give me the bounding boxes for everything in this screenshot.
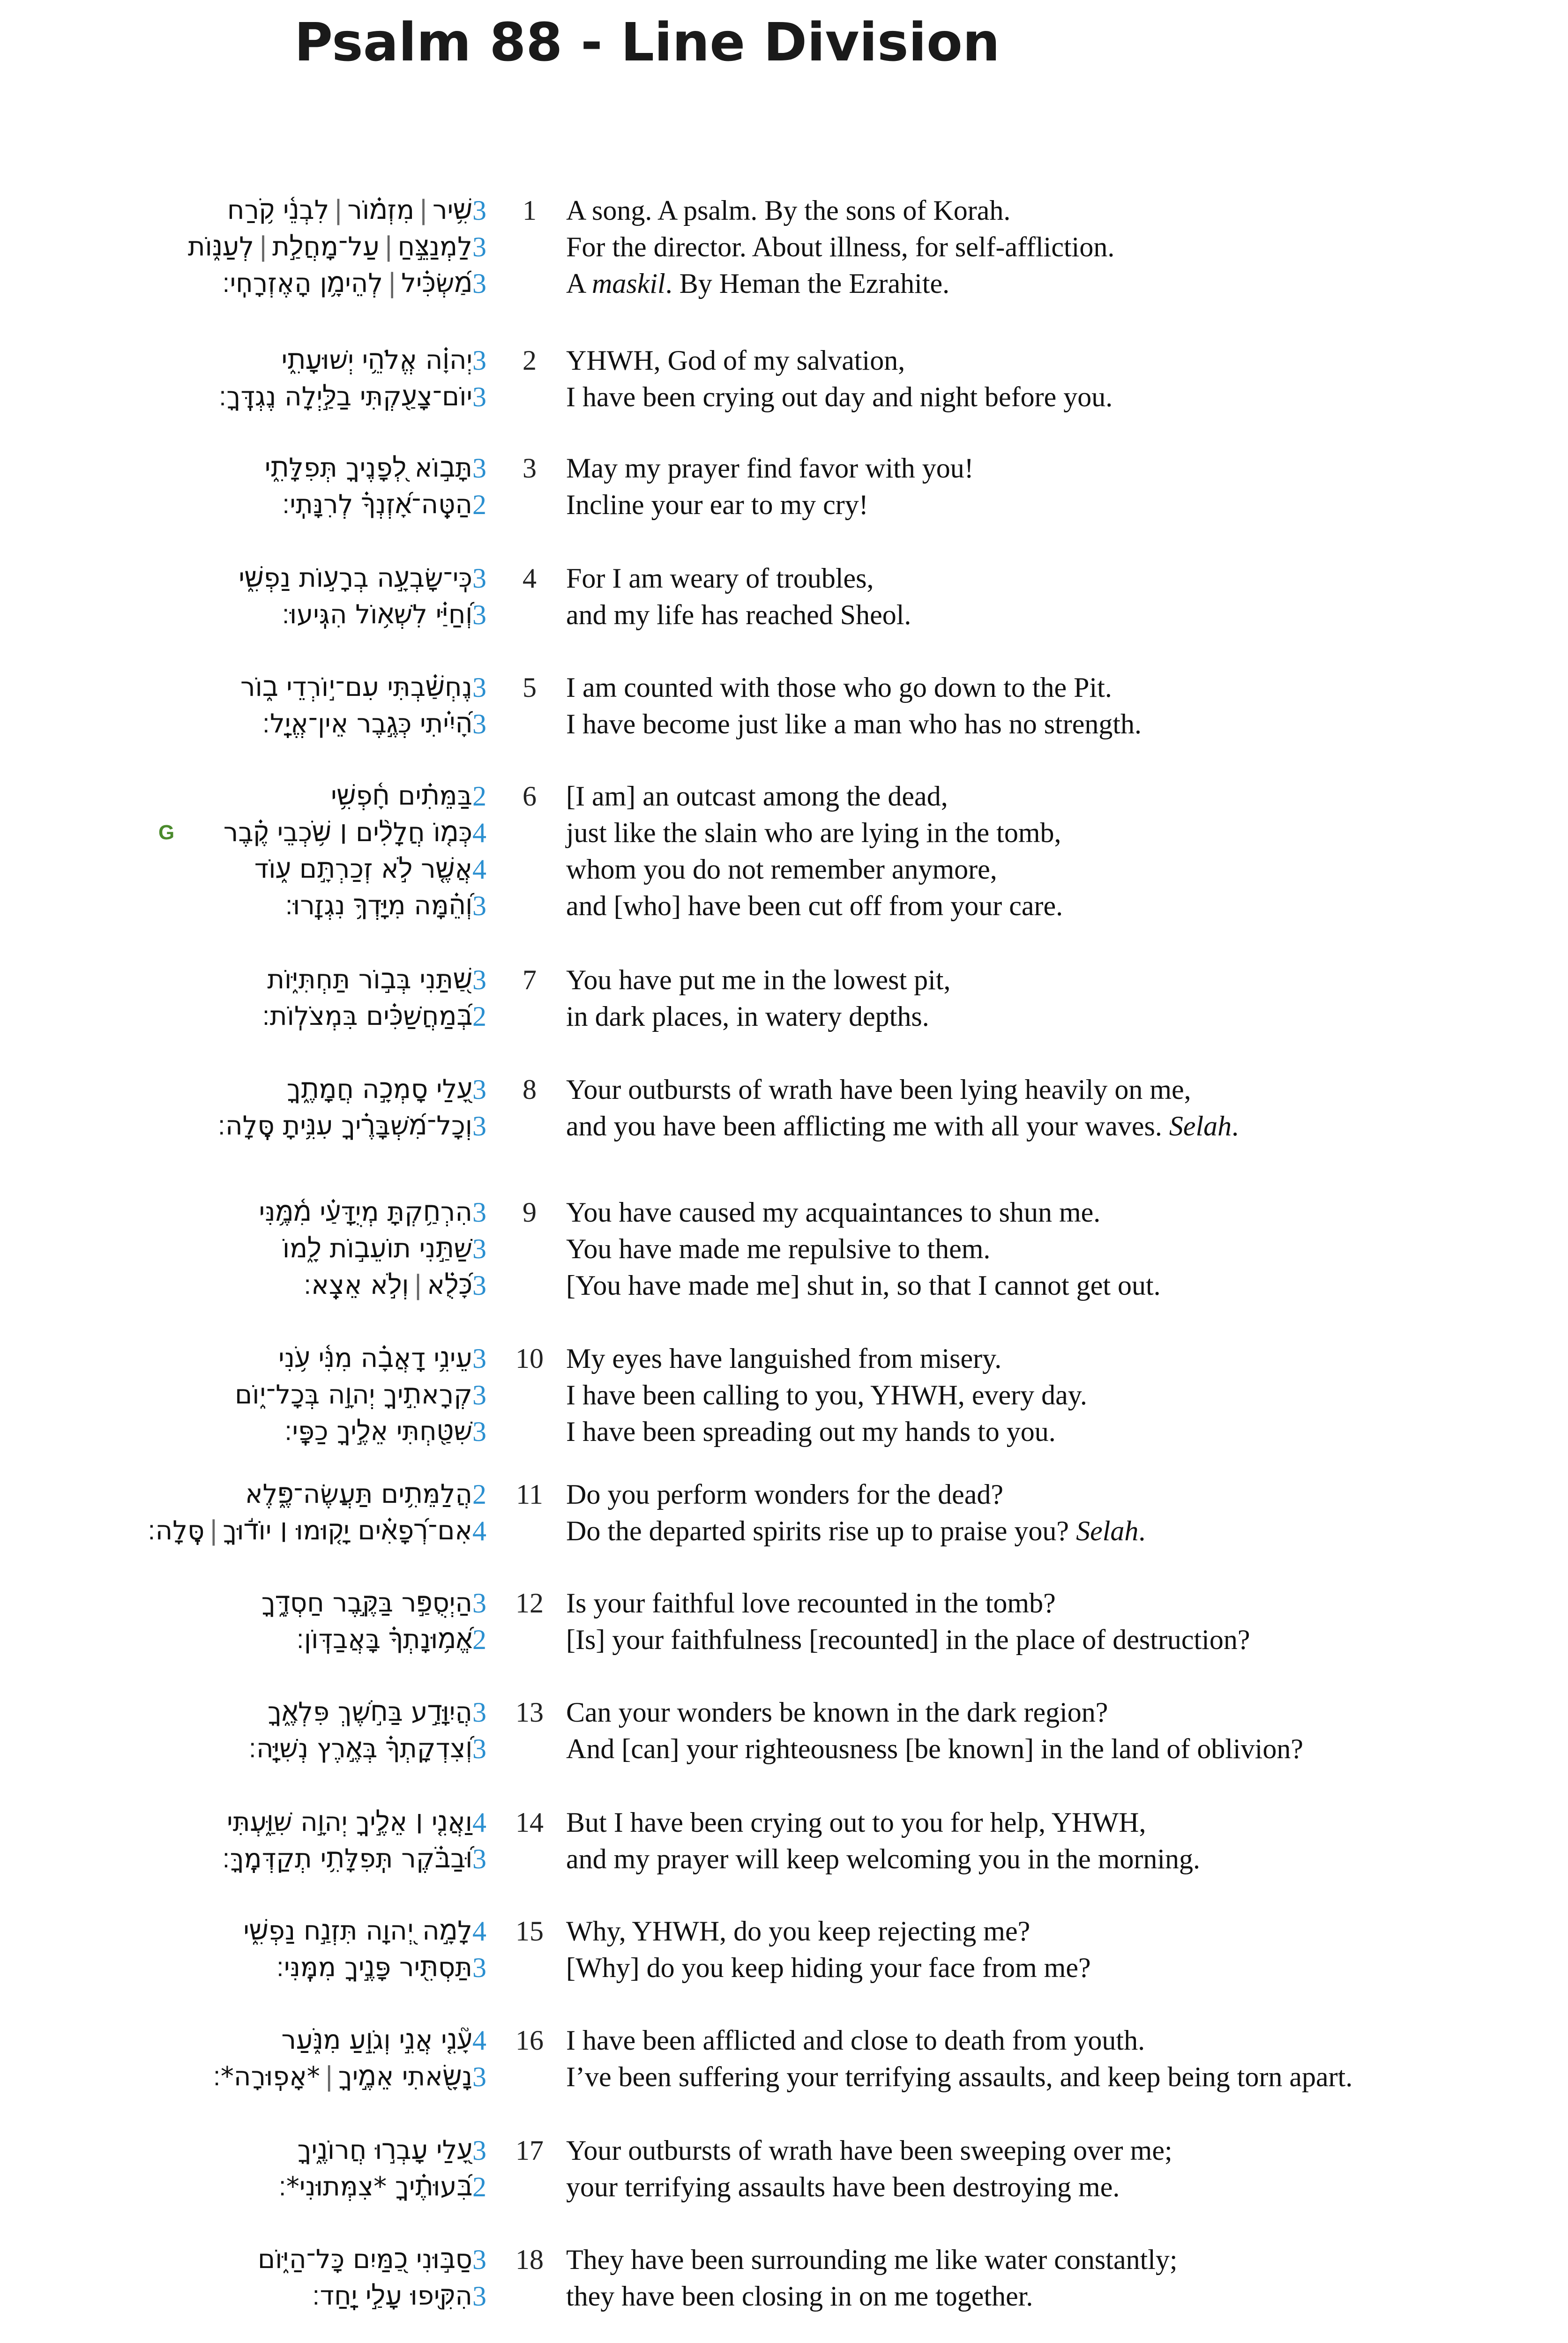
english-line: Is your faithful love recounted in the tomb?	[566, 1588, 1056, 1619]
english-segment: .	[1232, 1111, 1239, 1142]
divider: |	[419, 195, 428, 225]
hebrew-line	[331, 778, 472, 814]
verse-line	[0, 1476, 1568, 1513]
hebrew-segment: לְעַנּ֑וֹת	[187, 231, 254, 262]
verse-line	[0, 2059, 1568, 2095]
hebrew-line	[276, 1949, 472, 1986]
word-count: 3	[472, 1697, 486, 1728]
english-segment: .	[1138, 1515, 1146, 1546]
hebrew-segment: אֲשֶׁ֤ר לֹ֣א זְכַרְתָּ֣ם ע֑וֹד	[254, 854, 472, 884]
word-count: 3	[472, 1270, 486, 1301]
verse-line	[0, 1913, 1568, 1949]
english-line: I have been crying out day and night before you.	[566, 381, 1113, 412]
hebrew-line	[261, 1585, 472, 1621]
hebrew-segment: וְלֹ֣א אֵצֵֽא׃	[303, 1270, 409, 1300]
english-segment: Do the departed spirits rise up to praise you?	[566, 1515, 1076, 1546]
hebrew-line	[245, 1476, 472, 1513]
word-count: 3	[472, 1197, 486, 1228]
english-line: [Is] your faithfulness [recounted] in the place of destruction?	[566, 1624, 1250, 1655]
english-line: and my prayer will keep welcoming you in the morning.	[566, 1843, 1201, 1874]
word-count: 3	[472, 268, 486, 299]
hebrew-segment: בַּמֵּתִ֗ים חָ֫פְשִׁ֥י	[331, 781, 472, 811]
word-count: 3	[472, 1952, 486, 1983]
word-count: 2	[472, 489, 486, 520]
hebrew-line	[243, 1913, 472, 1949]
word-count: 3	[472, 381, 486, 412]
verse-number: 18	[515, 2244, 544, 2275]
hebrew-segment: עָ֘נִ֤י אֲנִ֣י וְגֹוֵ֣עַ מִנֹּ֑עַר	[281, 2025, 472, 2055]
word-count: 3	[472, 1074, 486, 1105]
english-line: I have been afflicted and close to death from youth.	[566, 2025, 1145, 2056]
word-count: 3	[472, 599, 486, 630]
english-line: I’ve been suffering your terrifying assaults, and keep being torn apart.	[566, 2061, 1353, 2092]
hebrew-line	[222, 1841, 472, 1877]
verse-line	[0, 1731, 1568, 1767]
hebrew-line	[249, 1731, 472, 1767]
verse-number: 3	[523, 453, 537, 484]
hebrew-line	[262, 706, 473, 742]
hebrew-line	[267, 962, 472, 998]
verse-line	[0, 1231, 1568, 1267]
verse-line	[0, 2022, 1568, 2059]
english-line: For I am weary of troubles,	[566, 563, 874, 594]
hebrew-line	[268, 1694, 472, 1731]
english-line: I have been spreading out my hands to you.	[566, 1416, 1056, 1447]
english-line: they have been closing in on me together.	[566, 2281, 1033, 2312]
word-count: 2	[472, 1624, 486, 1655]
verse-line	[0, 1585, 1568, 1621]
english-line: You have made me repulsive to them.	[566, 1233, 991, 1264]
english-line: I have been calling to you, YHWH, every day.	[566, 1380, 1087, 1410]
verse-line	[0, 706, 1568, 742]
word-count: 3	[472, 1843, 486, 1874]
hebrew-line	[278, 2169, 472, 2205]
english-line: [Why] do you keep hiding your face from me?	[566, 1952, 1091, 1983]
verse-line	[0, 2169, 1568, 2205]
english-line: whom you do not remember anymore,	[566, 854, 997, 885]
hebrew-segment: יְהוָ֗ה אֱלֹהֵ֥י יְשׁוּעָתִ֑י	[281, 345, 472, 375]
hebrew-line	[235, 1377, 472, 1413]
hebrew-line	[282, 597, 472, 633]
english-line: I am counted with those who go down to the Pit.	[566, 672, 1112, 703]
hebrew-segment: *אָפֽוּרָה*׃	[213, 2061, 320, 2092]
hebrew-segment: אִם־רְ֝פָאִ֗ים יָק֤וּמוּ ׀ יוֹד֬וּךָ	[223, 1515, 472, 1546]
english-line: My eyes have languished from misery.	[566, 1343, 1002, 1374]
divider: |	[209, 1515, 218, 1546]
word-count: 3	[472, 672, 486, 703]
verse-line	[0, 450, 1568, 486]
hebrew-segment: עָ֭לַי עָבְר֣וּ חֲרוֹנֶ֑יךָ	[297, 2135, 472, 2165]
english-line: Can your wonders be known in the dark region?	[566, 1697, 1108, 1728]
verse-line	[0, 192, 1568, 229]
english-segment: A	[566, 268, 592, 299]
word-count: 3	[472, 1343, 486, 1374]
english-line: just like the slain who are lying in the tomb,	[566, 817, 1061, 848]
verse-number: 16	[515, 2025, 544, 2056]
hebrew-line	[296, 1621, 472, 1658]
word-count: 2	[472, 2171, 486, 2202]
verse-number: 6	[523, 781, 537, 812]
verse-line	[0, 814, 1568, 851]
word-count: 2	[472, 1001, 486, 1032]
verse-number: 10	[515, 1343, 544, 1374]
hebrew-segment: עֵינִ֥י דָאֲבָ֗ה מִנִּ֫י עֹ֥נִי	[278, 1343, 472, 1373]
hebrew-segment: שַׁ֭תַּנִי בְּב֣וֹר תַּחְתִּיּ֑וֹת	[267, 964, 472, 995]
word-count: 4	[472, 2025, 486, 2056]
verse-line	[0, 2241, 1568, 2278]
hebrew-line	[282, 342, 472, 379]
word-count: 3	[472, 964, 486, 995]
english-line: But I have been crying out to you for help, YHWH,	[566, 1807, 1146, 1838]
verse-line	[0, 778, 1568, 814]
word-count: 3	[472, 2135, 486, 2166]
hebrew-segment: שִׁ֥יר	[432, 195, 472, 225]
hebrew-segment: וְ֝חַיַּ֗י לִשְׁא֥וֹל הִגִּֽיעוּ׃	[282, 599, 472, 630]
verse-number: 5	[523, 672, 537, 703]
verse-line	[0, 1413, 1568, 1450]
verse-number: 4	[523, 563, 537, 594]
hebrew-line	[254, 851, 472, 888]
english-line: your terrifying assaults have been destroying me.	[566, 2171, 1120, 2202]
hebrew-line	[239, 560, 472, 597]
hebrew-line	[278, 1340, 472, 1377]
divider: |	[259, 231, 268, 262]
hebrew-segment: הֲלַמֵּתִ֥ים תַּעֲשֶׂה־פֶּ֑לֶא	[245, 1479, 472, 1509]
english-line: You have caused my acquaintances to shun me.	[566, 1197, 1101, 1228]
english-line: They have been surrounding me like water constantly;	[566, 2244, 1178, 2275]
english-line: Your outbursts of wrath have been sweeping over me;	[566, 2135, 1172, 2166]
divider: |	[388, 268, 397, 298]
verse-line	[0, 486, 1568, 523]
hebrew-segment: וַאֲנִ֤י ׀ אֵלֶ֣יךָ יְהוָ֣ה שִׁוַּ֑עְתִּי	[227, 1807, 472, 1837]
verse-line	[0, 229, 1568, 265]
hebrew-segment: הֲיִוָּדַ֣ע בַּחֹ֣שֶׁךְ פִּלְאֶ֑ךָ	[267, 1697, 472, 1727]
english-line: May my prayer find favor with you!	[566, 453, 974, 484]
verse-line	[0, 2278, 1568, 2314]
verse-number: 17	[515, 2135, 544, 2166]
hebrew-segment: לְהֵימָ֥ן הָאֶזְרָחִֽי׃	[222, 268, 383, 298]
hebrew-segment: בִּ֝עוּתֶ֗יךָ *צִמְּתוּנִי*׃	[278, 2171, 472, 2202]
verse-line	[0, 1377, 1568, 1413]
word-count: 3	[472, 231, 486, 262]
word-count: 4	[472, 1515, 486, 1546]
english-line: YHWH, God of my salvation,	[566, 345, 905, 376]
hebrew-line	[283, 1231, 472, 1267]
word-count: 4	[472, 854, 486, 885]
english-line: I have become just like a man who has no strength.	[566, 709, 1142, 739]
hebrew-segment: לִבְנֵ֫י קֹ֥רַח	[227, 195, 329, 225]
hebrew-segment: תָּב֣וֹא לְ֭פָנֶיךָ תְּפִלָּתִ֑י	[264, 453, 472, 483]
verse-number: 11	[516, 1479, 543, 1510]
word-count: 3	[472, 453, 486, 484]
verse-line	[0, 888, 1568, 924]
divider: |	[334, 195, 343, 225]
hebrew-segment: לַמְנַצֵּ֣חַ	[397, 231, 472, 262]
english-line: Your outbursts of wrath have been lying heavily on me,	[566, 1074, 1191, 1105]
hebrew-line	[284, 1413, 472, 1450]
hebrew-line	[282, 486, 472, 523]
hebrew-segment: קְרָאתִ֣יךָ יְהוָ֣ה בְּכָל־י֑וֹם	[235, 1380, 472, 1410]
english-line: You have put me in the lowest pit,	[566, 964, 951, 995]
hebrew-line	[285, 888, 472, 924]
hebrew-segment: הַיְסֻפַּ֣ר בַּקֶּ֣בֶר חַסְדֶּ֑ךָ	[261, 1588, 472, 1618]
english-line: and my life has reached Sheol.	[566, 599, 911, 630]
verse-line	[0, 1340, 1568, 1377]
hebrew-line	[148, 1513, 472, 1549]
page-title: Psalm 88 - Line Division	[294, 12, 1000, 73]
word-count: 2	[472, 781, 486, 812]
hebrew-line	[258, 2241, 472, 2278]
word-count: 4	[472, 817, 486, 848]
hebrew-segment: הִקִּ֖יפוּ עָלַ֣י יָֽחַד׃	[312, 2281, 472, 2311]
english-line: in dark places, in watery depths.	[566, 1001, 929, 1032]
verse-line	[0, 998, 1568, 1035]
word-count: 3	[472, 2244, 486, 2275]
verse-number: 14	[515, 1807, 544, 1838]
hebrew-segment: שַׁתַּ֣נִי תוֹעֵב֣וֹת לָ֑מוֹ	[282, 1233, 472, 1264]
italic-term: Selah	[1076, 1515, 1139, 1546]
hebrew-line	[224, 814, 472, 851]
hebrew-segment: וְכָל־מִ֝שְׁבָּרֶ֗יךָ עִנִּ֥יתָ סֶּֽלָה׃	[217, 1111, 472, 1141]
hebrew-segment: וְ֝צִדְקָתְךָ֗ בְּאֶ֣רֶץ נְשִׁיָּֽה׃	[248, 1733, 472, 1764]
verse-line	[0, 379, 1568, 415]
english-line: And [can] your righteousness [be known] in the land of oblivion?	[566, 1733, 1303, 1764]
word-count: 3	[472, 2061, 486, 2092]
english-line	[566, 265, 949, 302]
divider: |	[413, 1270, 423, 1300]
english-line: A song. A psalm. By the sons of Korah.	[566, 195, 1011, 226]
english-line: Do you perform wonders for the dead?	[566, 1479, 1004, 1510]
word-count: 4	[472, 1916, 486, 1947]
hebrew-segment: לָמָ֣ה יְ֭הוָה תִּזְנַ֣ח נַפְשִׁ֑י	[243, 1916, 472, 1946]
word-count: 4	[472, 1807, 486, 1838]
word-count: 3	[472, 1380, 486, 1410]
hebrew-segment: נָשָׂ֖אתִי אֵמֶ֣יךָ	[338, 2061, 472, 2092]
hebrew-segment: עָ֭לַי סָמְכָ֣ה חֲמָתֶ֑ךָ	[286, 1074, 472, 1104]
verse-line	[0, 342, 1568, 379]
english-line	[566, 1108, 1239, 1144]
hebrew-segment: מַ֝שְׂכִּ֗יל	[401, 268, 472, 298]
italic-term: Selah	[1169, 1111, 1232, 1142]
hebrew-segment: יוֹם־צָעַ֖קְתִּי בַלַּ֣יְלָה נֶגְדֶּֽךָ׃	[218, 381, 472, 412]
hebrew-segment: וּ֝בַבֹּ֗קֶר תְּֽפִלָּתִ֥י תְקַדְּמֶֽךָּ׃	[222, 1843, 472, 1874]
english-line	[566, 1513, 1145, 1549]
verse-line	[0, 1949, 1568, 1986]
hebrew-segment: עַל־מָחֲלַ֣ת	[272, 231, 380, 262]
hebrew-segment: שִׁטַּ֖חְתִּי אֵלֶ֣יךָ כַפָּֽי׃	[284, 1416, 472, 1447]
verse-line	[0, 1108, 1568, 1144]
verse-number: 8	[523, 1074, 537, 1105]
word-count: 3	[472, 709, 486, 739]
verse-line	[0, 1071, 1568, 1108]
hebrew-segment: אֱ֝מ֥וּנָתְךָ֗ בָּאֲבַדּֽוֹן׃	[296, 1624, 472, 1655]
english-line: [I am] an outcast among the dead,	[566, 781, 948, 812]
word-count: 3	[472, 890, 486, 921]
english-segment: . By Heman the Ezrahite.	[665, 268, 950, 299]
hebrew-line	[304, 1267, 472, 1304]
hebrew-line	[240, 669, 472, 706]
verse-line	[0, 962, 1568, 998]
hebrew-segment: הַטֵּֽה־אָ֝זְנְךָ֗ לְרִנָּתִֽי׃	[282, 489, 472, 520]
word-count: 3	[472, 1588, 486, 1619]
hebrew-segment: מִזְמ֗וֹר	[347, 195, 415, 225]
hebrew-line	[213, 2059, 472, 2095]
hebrew-segment: סֶּֽלָה׃	[148, 1515, 205, 1546]
word-count: 3	[472, 195, 486, 226]
word-count: 2	[472, 1479, 486, 1510]
english-line: [You have made me] shut in, so that I cannot get out.	[566, 1270, 1161, 1301]
hebrew-segment: הָ֝יִ֗יתִי כְּגֶ֣בֶר אֵין־אֱיָֽל׃	[262, 709, 472, 739]
verse-line	[0, 669, 1568, 706]
verse-line	[0, 1194, 1568, 1231]
word-count: 3	[472, 2281, 486, 2312]
verse-line	[0, 1513, 1568, 1549]
hebrew-segment: בְּ֝מַחֲשַׁכִּ֗ים בִּמְצֹלֽוֹת׃	[262, 1001, 472, 1031]
verse-line	[0, 265, 1568, 302]
verse-number: 15	[515, 1916, 544, 1947]
hebrew-line	[265, 450, 472, 486]
english-segment: and you have been afflicting me with all your waves.	[566, 1111, 1169, 1142]
hebrew-line	[297, 2132, 472, 2169]
verse-line	[0, 560, 1568, 597]
english-line: Why, YHWH, do you keep rejecting me?	[566, 1916, 1030, 1947]
verse-line	[0, 597, 1568, 633]
english-line: For the director. About illness, for self-affliction.	[566, 231, 1115, 262]
hebrew-line	[188, 229, 472, 265]
hebrew-segment: נֶחְשַׁ֗בְתִּי עִם־י֣וֹרְדֵי ב֑וֹר	[240, 672, 472, 702]
verse-number: 12	[515, 1588, 544, 1619]
hebrew-line	[222, 265, 472, 302]
hebrew-line	[219, 379, 472, 415]
verse-number: 13	[515, 1697, 544, 1728]
hebrew-line	[287, 1071, 472, 1108]
hebrew-line	[312, 2278, 472, 2314]
hebrew-line	[227, 1804, 472, 1841]
english-line: and [who] have been cut off from your care.	[566, 890, 1063, 921]
verse-line	[0, 1804, 1568, 1841]
verse-line	[0, 1621, 1568, 1658]
divider: |	[384, 231, 393, 262]
word-count: 3	[472, 1233, 486, 1264]
english-line: Incline your ear to my cry!	[566, 489, 868, 520]
verse-number: 7	[523, 964, 537, 995]
word-count: 3	[472, 1111, 486, 1142]
hebrew-line	[281, 2022, 472, 2059]
g-marker: G	[158, 821, 175, 844]
hebrew-line	[262, 998, 472, 1035]
verse-line	[0, 1694, 1568, 1731]
hebrew-line	[259, 1194, 472, 1231]
hebrew-segment: כָּ֝לֻ֗א	[427, 1270, 472, 1300]
verse-number: 9	[523, 1197, 537, 1228]
hebrew-segment: סַבּ֣וּנִי כַ֭מַּיִם כָּל־הַיּ֑וֹם	[258, 2244, 472, 2275]
hebrew-segment: הִרְחַ֥קְתָּ מְיֻדָּעַ֗י מִ֫מֶּ֥נִּי	[259, 1197, 472, 1227]
word-count: 3	[472, 563, 486, 594]
hebrew-segment: וְ֝הֵ֗מָּה מִיָּדְךָ֥ נִגְזָֽרוּ׃	[285, 890, 472, 921]
word-count: 3	[472, 1416, 486, 1447]
italic-term: maskil	[592, 268, 665, 299]
hebrew-segment: כְּמ֤וֹ חֲלָלִ֨ים ׀ שֹׁ֥כְבֵי קֶ֗בֶר	[223, 817, 472, 848]
hebrew-line	[227, 192, 472, 229]
verse-line	[0, 2132, 1568, 2169]
verse-number: 1	[523, 195, 537, 226]
hebrew-segment: תַּסְתִּ֖יר פָּנֶ֣יךָ מִמֶּֽנִּי׃	[276, 1952, 472, 1983]
verse-line	[0, 1267, 1568, 1304]
word-count: 3	[472, 345, 486, 376]
divider: |	[324, 2061, 334, 2092]
verse-line	[0, 851, 1568, 888]
word-count: 3	[472, 1733, 486, 1764]
verse-line	[0, 1841, 1568, 1877]
verse-number: 2	[523, 345, 537, 376]
hebrew-line	[217, 1108, 472, 1144]
hebrew-segment: כִּֽי־שָׂבְעָ֣ה בְרָע֣וֹת נַפְשִׁ֑י	[239, 563, 472, 593]
